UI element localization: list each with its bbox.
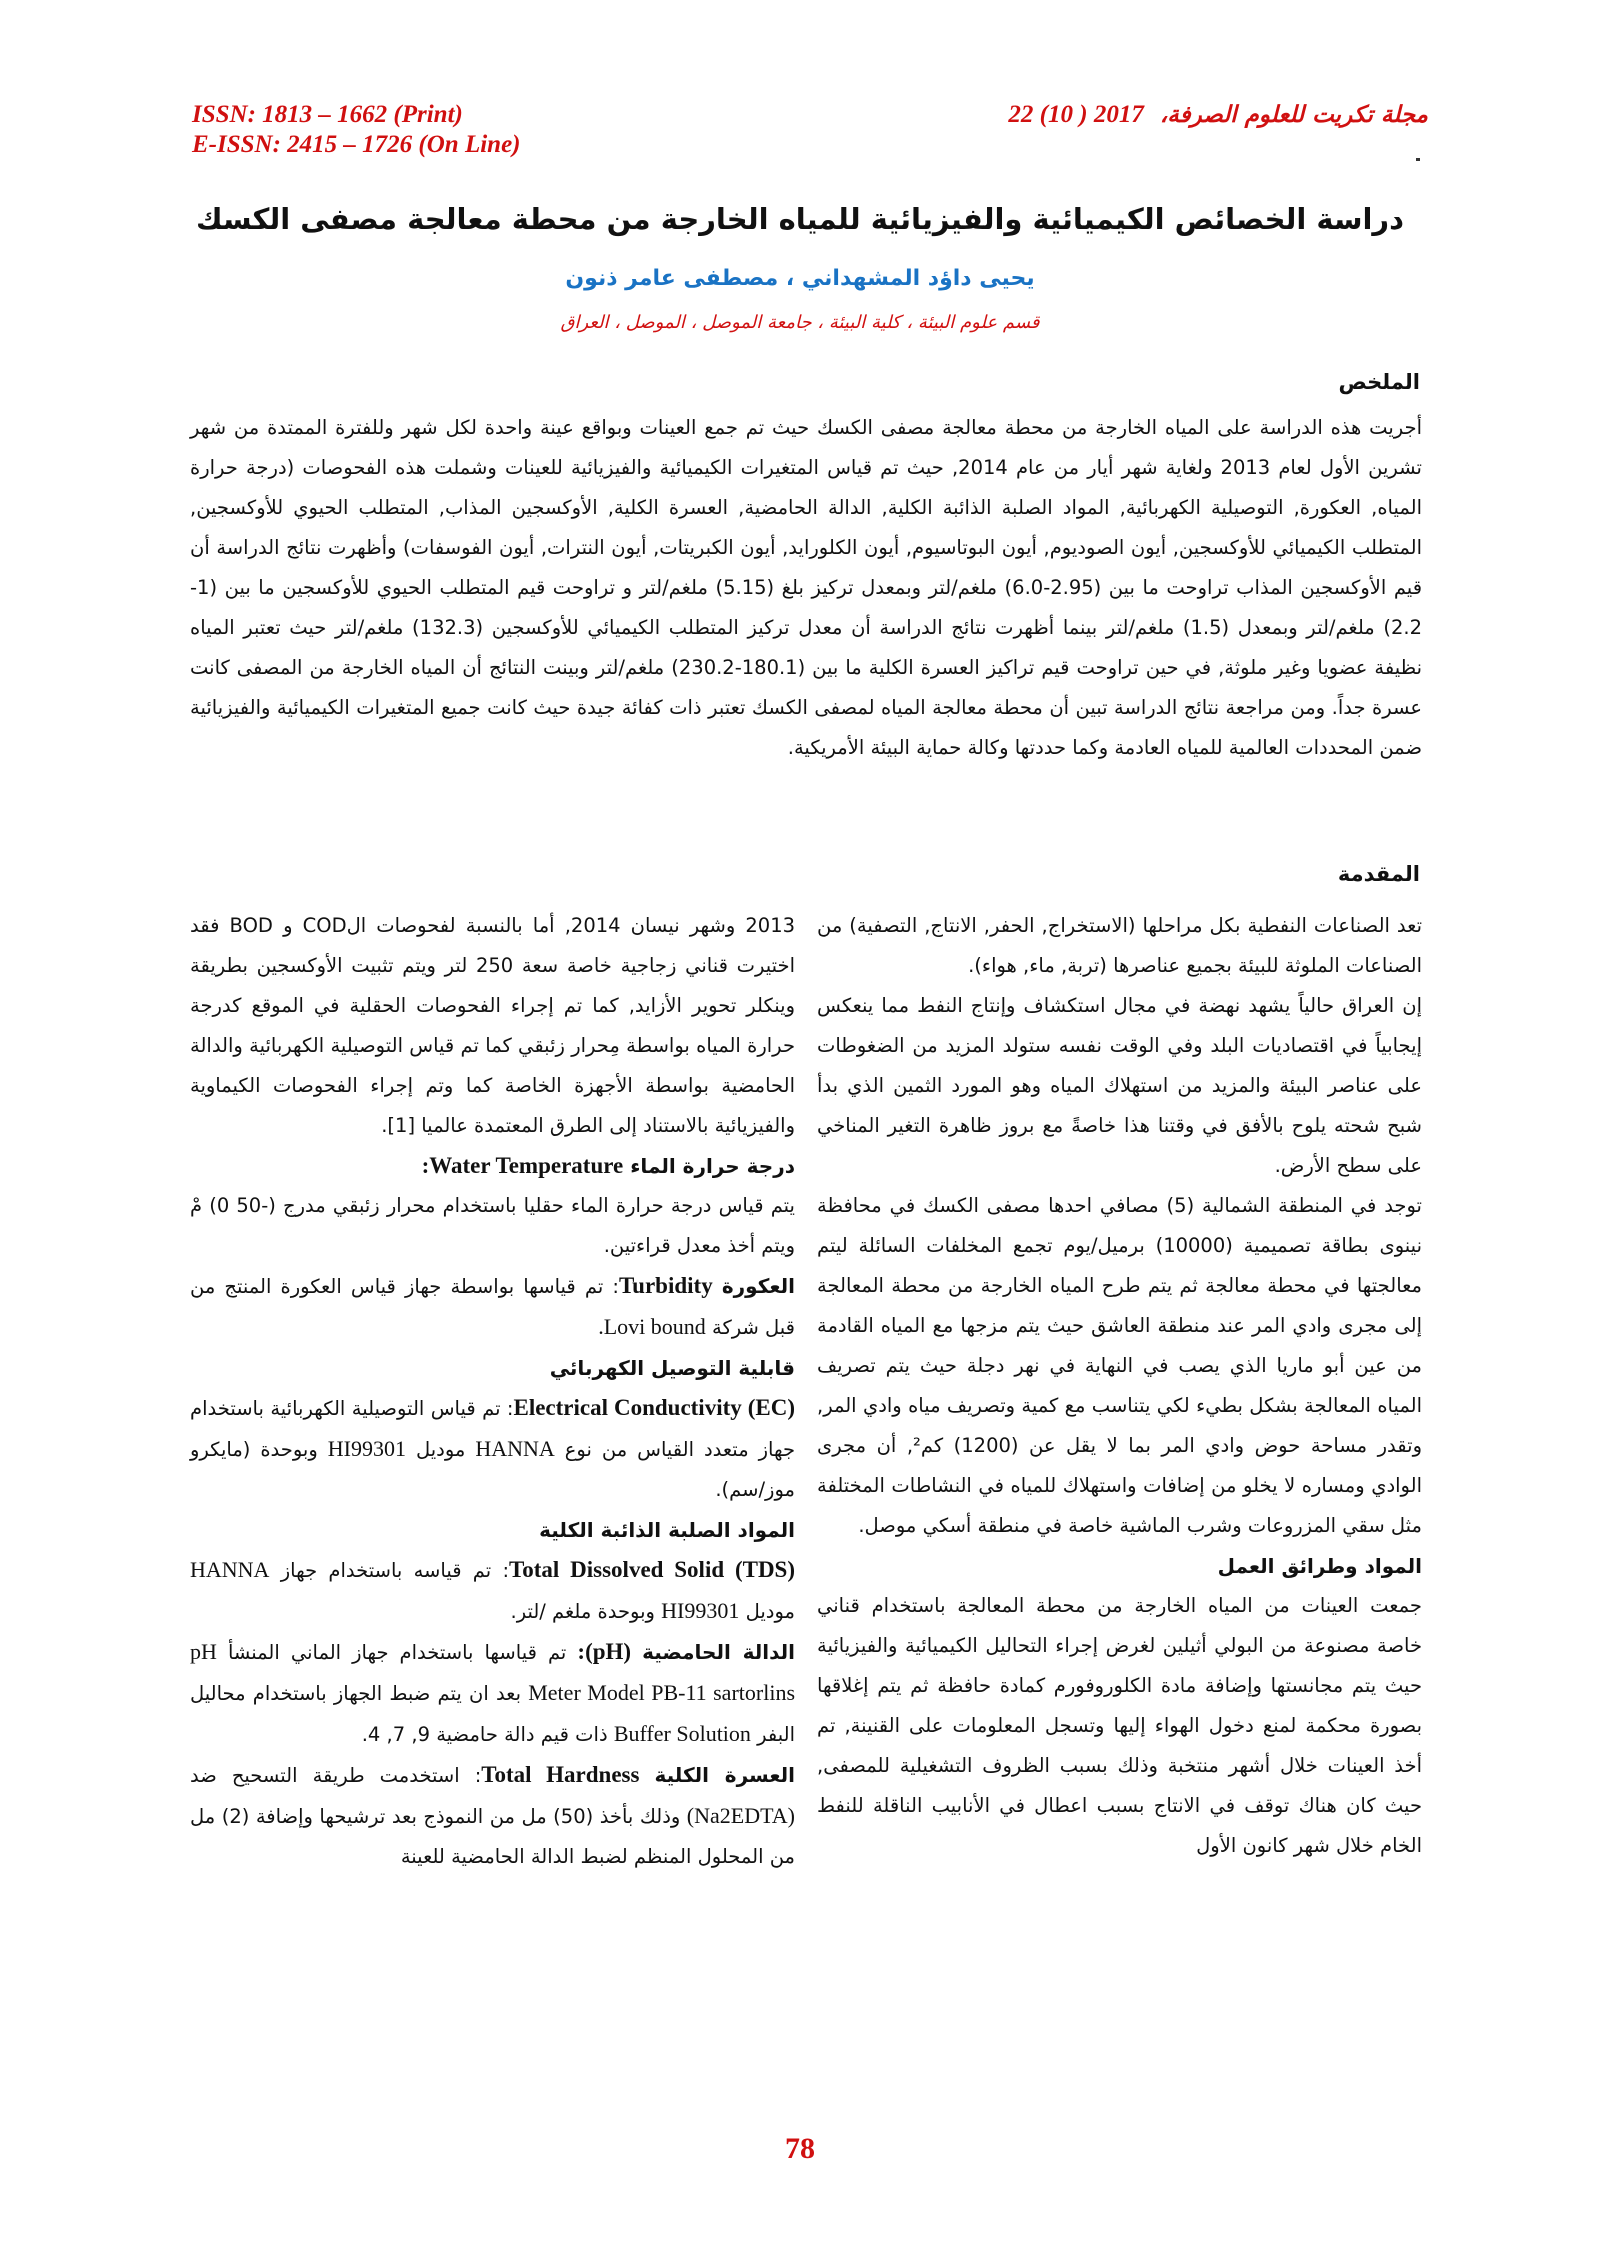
article-affiliation: قسم علوم البيئة ، كلية البيئة ، جامعة الموصل ، الموصل ، العراق [560, 312, 1040, 333]
ec-text-b: موديل [415, 1438, 466, 1461]
water-temperature-text: يتم قياس درجة حرارة الماء حقليا باستخدام محرار زئبقي مدرج (-50 0) مْ ويتم أخذ معدل قراءتين. [190, 1194, 795, 1257]
hardness-heading-ar: العسرة الكلية [654, 1763, 796, 1787]
ph-text-b: بعد ان يتم ضبط الجهاز باستخدام محاليل البفر [190, 1682, 795, 1746]
issn-block [192, 100, 521, 160]
turbidity-paragraph [190, 1266, 795, 1348]
methods-paragraph-continued: 2013 وشهر نيسان 2014, أما بالنسبة لفحوصات الCOD و BOD فقد اختيرت قناني زجاجية خاصة سعة 250 لتر ويتم تثبيت الأوكسجين بطريقة وينكلر تحوير الأزايد, كما تم إجراء الفحوصات الحقلية في الموقع كدرجة حرارة المياه بواسطة مِحرار زئبقي كما تم قياس التوصيلية الكهربائية والدالة الحامضية بواسطة الأجهزة الخاصة كما وتم إجراء الفحوصات الكيماوية والفيزيائية بالاستناد إلى الطرق المعتمدة عالميا [1]. [190, 914, 796, 1137]
tds-text-c: وبوحدة ملغم /لتر. [510, 1600, 655, 1623]
ec-brand: HANNA [475, 1436, 555, 1461]
intro-paragraph: تعد الصناعات النفطية بكل مراحلها (الاستخراج, الحفر, الانتاج, التصفية) من الصناعات الملوثة للبيئة بجميع عناصرها (تربة, ماء, هواء). [817, 914, 1422, 977]
article-title: دراسة الخصائص الكيميائية والفيزيائية للمياه الخارجة من محطة معالجة مصفى الكسك [195, 202, 1405, 236]
tds-text-b: موديل [745, 1600, 795, 1623]
methods-paragraph: جمعت العينات من المياه الخارجة من محطة المعالجة باستخدام قناني خاصة مصنوعة من البولي أثيلين لغرض إجراء التحاليل الكيميائية والفيزيائية حيث يتم مجانستها وإضافة مادة الكلوروفورم كمادة حافظة ثم يتم إغلاقها بصورة محكمة لمنع دخول الهواء إليها وتسجل المعلومات على القنينة, تم أخذ العينات خلال أشهر منتخبة وذلك بسبب الظروف التشغيلية للمصفى, حيث كان هناك توقف في الانتاج بسبب اعطال في الأنابيب الناقلة للنفط الخام خلال شهر كانون الأول [817, 1594, 1422, 1857]
abstract-text: أجريت هذه الدراسة على المياه الخارجة من محطة معالجة مصفى الكسك حيث تم جمع العينات وبواقع عينة واحدة لكل شهر وللفترة الممتدة من شهر تشرين الأول لعام 2013 ولغاية شهر أيار من عام 2014, حيث تم قياس المتغيرات الكيميائية والفيزيائية للعينات وشملت هذه الفحوصات (درجة حرارة المياه, العكورة, التوصيلية الكهربائية, المواد الصلبة الذائبة الكلية, الدالة الحامضية, العسرة الكلية, الأوكسجين المذاب, المتطلب الحيوي للأوكسجين, المتطلب الكيميائي للأوكسجين, أيون الصوديوم, أيون البوتاسيوم, أيون الكلورايد, أيون الكبريتات, أيون النترات, أيون الفوسفات) وأظهرت نتائج الدراسة أن قيم الأوكسجين المذاب تراوحت ما بين (2.95-6.0) ملغم/لتر وبمعدل تركيز بلغ (5.15) ملغم/لتر و تراوحت قيم المتطلب الحيوي للأوكسجين ما بين (1-2.2) ملغم/لتر وبمعدل (1.5) ملغم/لتر بينما أظهرت نتائج الدراسة أن معدل تركيز المتطلب الكيميائي للأوكسجين (132.3) ملغم/لتر حيث تعتبر المياه نظيفة عضويا وغير ملوثة, في حين تراوحت قيم تراكيز العسرة الكلية ما بين (180.1-230.2) ملغم/لتر وبينت النتائج أن المياه الخارجة من المصفى كانت عسرة جداً. ومن مراجعة نتائج الدراسة تبين أن محطة معالجة المياه لمصفى الكسك تعتبر ذات كفائة جيدة حيث كانت جميع المتغيرات الكيميائية والفيزيائية ضمن المحددات العالمية للمياه العادمة وكما حددتها وكالة حماية البيئة الأمريكية. [190, 416, 1423, 759]
turbidity-brand: Lovi bound. [598, 1314, 706, 1339]
methods-heading: المواد وطرائق العمل [1217, 1554, 1422, 1578]
water-temperature-heading [190, 1146, 795, 1186]
page-number: 78 [785, 2132, 815, 2165]
turbidity-text: : تم قياسها بواسطة جهاز قياس العكورة المنتج من قبل شركة [190, 1275, 795, 1339]
journal-issue: 2017 ( 10) 22 [1008, 101, 1144, 128]
abstract-heading: الملخص [1338, 370, 1420, 394]
hardness-text-a: : استخدمت طريقة التسحيح ضد [190, 1764, 482, 1787]
tds-heading-en: Total Dissolved Solid (TDS) [509, 1557, 796, 1582]
ph-text-a: تم قياسها باستخدام جهاز الماني المنشأ [227, 1641, 567, 1664]
ec-heading-ar: قابلية التوصيل الكهربائي [549, 1356, 795, 1380]
introduction-heading: المقدمة [1337, 862, 1420, 886]
intro-paragraph: إن العراق حالياً يشهد نهضة في مجال استكشاف وإنتاج النفط مما ينعكس إيجابياً في اقتصاديات البلد وفي الوقت نفسه ستولد المزيد من الضغوطات على عناصر البيئة والمزيد من استهلاك المياه وهو المورد الثمين الذي بدأ شبح شحته يلوح بالأفق في وقتنا هذا خاصةً مع بروز ظاهرة التغير المناخي على سطح الأرض. [817, 994, 1422, 1177]
ec-paragraph [190, 1388, 795, 1510]
article-authors: يحيى داؤد المشهداني ، مصطفى عامر ذنون [565, 266, 1035, 291]
tds-text-a: : تم قياسه باستخدام جهاز [280, 1559, 510, 1582]
ph-text-c: ذات قيم دالة حامضية 9, 7, 4. [361, 1723, 608, 1746]
hardness-reagent: (Na2EDTA) [686, 1803, 795, 1828]
header-dot [1416, 158, 1420, 161]
ph-heading-ar: الدالة الحامضية [642, 1640, 796, 1664]
ph-paragraph [190, 1632, 795, 1755]
hardness-text-b: وذلك بأخذ (50) مل من النموذج بعد ترشيحها وإضافة (2) مل من المحلول المنظم لضبط الدالة الحامضية للعينة [190, 1805, 795, 1868]
column-right [817, 906, 1422, 1866]
water-temperature-heading-ar: درجة حرارة الماء [630, 1154, 795, 1178]
tds-heading-ar: المواد الصلبة الذائبة الكلية [539, 1518, 795, 1542]
column-left [190, 906, 795, 1877]
hardness-paragraph [190, 1755, 795, 1877]
water-temperature-heading-en: Water Temperature: [421, 1153, 624, 1178]
tds-model: HI99301 [661, 1598, 740, 1623]
journal-citation [1008, 100, 1428, 130]
issn-online: E-ISSN: 2415 – 1726 (On Line) [192, 131, 521, 158]
ph-heading-en: (pH): [577, 1639, 632, 1664]
turbidity-heading-ar: العكورة [721, 1274, 795, 1298]
ph-buffer: Buffer Solution [613, 1721, 751, 1746]
journal-name: مجلة تكريت للعلوم الصرفة، [1159, 102, 1428, 128]
intro-paragraph: توجد في المنطقة الشمالية (5) مصافي احدها مصفى الكسك في محافظة نينوى بطاقة تصميمية (10000) برميل/يوم تجمع المخلفات السائلة ليتم معالجتها في محطة معالجة ثم يتم طرح المياه الخارجة من محطة المعالجة إلى مجرى وادي المر عند منطقة العاشق حيث يتم مزجها مع المياه القادمة من عين أبو ماريا الذي يصب في النهاية في نهر دجلة حيث يتم تصريف المياه المعالجة بشكل بطيء لكي يتناسب مع كمية وتصريف مياه وادي المر, وتقدر مساحة حوض وادي المر بما لا يقل عن (1200) كم², أن مجرى الوادي ومساره لا يخلو من إضافات واستهلاك للمياه في النشاطات المختلفة مثل سقي المزروعات وشرب الماشية خاصة في منطقة أسكي موصل. [817, 1194, 1422, 1537]
ec-heading-en: Electrical Conductivity (EC) [513, 1395, 795, 1420]
tds-paragraph [190, 1550, 795, 1632]
ec-text-a: : تم قياس التوصيلية الكهربائية باستخدام جهاز متعدد القياس من نوع [190, 1397, 796, 1461]
tds-brand: HANNA [190, 1557, 270, 1582]
hardness-heading-en: Total Hardness [481, 1762, 640, 1787]
ec-text-c: وبوحدة (مايكرو موز/سم). [190, 1438, 795, 1501]
ec-model: HI99301 [327, 1436, 406, 1461]
turbidity-heading-en: Turbidity [618, 1273, 713, 1298]
ph-device: pH Meter Model PB-11 sartorlins [190, 1639, 796, 1705]
issn-print: ISSN: 1813 – 1662 (Print) [192, 101, 463, 128]
